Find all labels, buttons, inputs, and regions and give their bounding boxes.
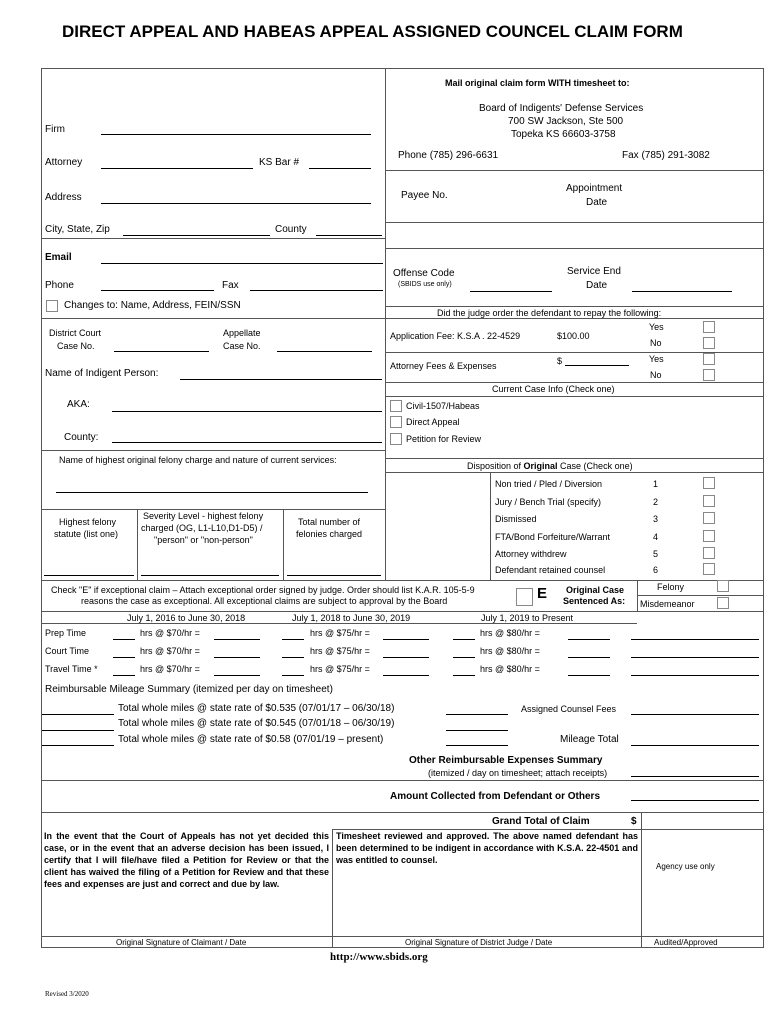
disposition-heading: Disposition of Original Case (Check one) [467,461,633,471]
rate-label: hrs @ $70/hr = [140,646,200,656]
other-expenses-field[interactable] [631,776,759,777]
mileage-amount-field[interactable] [446,714,508,715]
divider [41,780,764,781]
rate-label: hrs @ $75/hr = [310,628,370,638]
petition-checkbox[interactable] [390,433,402,445]
total-felonies-field[interactable] [287,575,381,576]
divider [385,306,764,307]
highest-felony-label-1: Highest felony [59,517,117,527]
total-field[interactable] [631,675,759,676]
changes-checkbox[interactable] [46,300,58,312]
divider [41,623,637,624]
time-row-label: Travel Time * [45,664,98,674]
civil-checkbox[interactable] [390,400,402,412]
divider [41,936,764,937]
time-row-label: Court Time [45,646,90,656]
hours-field[interactable] [453,639,475,640]
app-fee-amount: $100.00 [557,331,590,341]
disposition-num: 1 [653,479,659,489]
amount-field[interactable] [568,639,610,640]
mail-street: 700 SW Jackson, Ste 500 [508,116,624,127]
app-fee-yes-checkbox[interactable] [703,321,715,333]
mileage-row: Total whole miles @ state rate of $0.545 (07/01/18 – 06/30/19) [118,718,395,729]
severity-label-3: "person" or "non-person" [154,535,253,545]
other-expenses-sub: (itemized / day on timesheet; attach receipts) [428,768,608,778]
miles-field[interactable] [42,745,114,746]
mail-org: Board of Indigents' Defense Services [479,103,644,114]
app-fee-label: Application Fee: K.S.A . 22-4529 [390,331,521,341]
divider [385,170,764,171]
amount-field[interactable] [383,657,429,658]
divider [385,472,764,473]
app-fee-no-checkbox[interactable] [703,337,715,349]
exceptional-e: E [537,585,548,602]
hours-field[interactable] [453,675,475,676]
firm-label: Firm [45,124,65,135]
atty-fees-yes-checkbox[interactable] [703,353,715,365]
disposition-label: Dismissed [495,514,537,524]
civil-label: Civil-1507/Habeas [406,401,480,411]
highest-felony-label-2: statute (list one) [54,529,119,539]
amount-field[interactable] [214,639,260,640]
disposition-num: 2 [653,497,659,507]
severity-label-1: Severity Level - highest felony [143,511,264,521]
petition-label: Petition for Review [406,434,482,444]
appellate-label: Appellate [223,328,261,338]
city-label: City, State, Zip [45,224,110,235]
total-field[interactable] [631,639,759,640]
hours-field[interactable] [282,675,304,676]
repay-question: Did the judge order the defendant to repay the following: [437,308,662,318]
divider [490,472,491,580]
service-end-field[interactable] [632,291,732,292]
rate-label: hrs @ $75/hr = [310,664,370,674]
agency-use-label: Agency use only [656,862,715,871]
misdemeanor-checkbox[interactable] [717,597,729,609]
amount-field[interactable] [568,675,610,676]
mileage-row: Total whole miles @ state rate of $0.535 (07/01/17 – 06/30/18) [118,703,395,714]
appointment-label-2: Date [586,197,608,208]
offense-code-field[interactable] [470,291,552,292]
ks-bar-field[interactable] [309,168,371,169]
total-felonies-label-1: Total number of [298,517,361,527]
disposition-num: 6 [653,565,659,575]
mileage-amount-field[interactable] [446,730,508,731]
exceptional-checkbox[interactable] [516,588,533,606]
hours-field[interactable] [282,657,304,658]
county-label: County [275,224,307,235]
hours-field[interactable] [113,639,135,640]
misdemeanor-label: Misdemeanor [640,599,695,609]
atty-fees-label: Attorney Fees & Expenses [390,361,497,371]
disposition-num: 4 [653,532,659,542]
felony-label: Felony [657,582,685,592]
current-case-heading: Current Case Info (Check one) [492,384,615,394]
exceptional-text-1: Check "E" if exceptional claim – Attach exceptional order signed by judge. Order should list K.A.R. 105-5-9 [51,585,475,595]
rate-label: hrs @ $80/hr = [480,628,540,638]
payee-label: Payee No. [401,190,448,201]
firm-field[interactable] [101,134,371,135]
divider [41,238,385,239]
amount-field[interactable] [568,657,610,658]
appointment-label-1: Appointment [566,183,623,194]
certification-claimant: In the event that the Court of Appeals has not yet decided this case, or in the event that an adverse decision has been issued, I certify that I will file/have filed a Petition for Review or that the client has waived the filing of a Petition for Review and that these fees and expenses are just and correct and due by law. [44,831,329,889]
hours-field[interactable] [453,657,475,658]
mileage-row: Total whole miles @ state rate of $0.58 (07/01/19 – present) [118,734,384,745]
district-case-field[interactable] [114,351,209,352]
assigned-fees-label: Assigned Counsel Fees [521,704,617,714]
divider [641,812,642,948]
orig-case-label-2: Sentenced As: [563,596,626,606]
disposition-num: 3 [653,514,659,524]
footer-url[interactable]: http://www.sbids.org [330,951,428,963]
other-expenses-heading: Other Reimbursable Expenses Summary [409,755,603,766]
offense-code-label: Offense Code [393,268,455,279]
no-label: No [650,370,662,380]
period-heading: July 1, 2016 to June 30, 2018 [127,613,246,623]
service-end-label-2: Date [586,280,608,291]
county2-label: County: [64,432,99,443]
time-row-label: Prep Time [45,628,87,638]
highest-felony-field[interactable] [44,575,134,576]
mileage-heading: Reimbursable Mileage Summary (itemized per day on timesheet) [45,684,333,695]
disposition-checkbox[interactable] [703,477,715,489]
district-case-label: Case No. [57,341,95,351]
divider [385,458,764,459]
exceptional-text-2: reasons the case as exceptional. All exceptional claims are subject to approval by the Board [81,596,448,606]
rate-label: hrs @ $80/hr = [480,664,540,674]
yes-label: Yes [649,322,664,332]
period-heading: July 1, 2019 to Present [481,613,574,623]
divider [385,382,764,383]
rate-label: hrs @ $75/hr = [310,646,370,656]
attorney-label: Attorney [45,157,83,168]
divider [41,318,385,319]
felony-charge-label: Name of highest original felony charge and nature of current services: [59,455,337,465]
divider [283,509,284,580]
phone-label: Phone [45,280,74,291]
orig-case-label-1: Original Case [566,585,625,595]
mileage-total-label: Mileage Total [560,734,619,745]
direct-appeal-checkbox[interactable] [390,416,402,428]
divider [137,509,138,580]
amount-field[interactable] [383,639,429,640]
address-field[interactable] [101,203,371,204]
amount-collected-label: Amount Collected from Defendant or Others [390,791,601,802]
hours-field[interactable] [113,675,135,676]
fax-field[interactable] [250,290,383,291]
mail-fax: Fax (785) 291-3082 [622,150,710,161]
felony-charge-field[interactable] [56,492,368,493]
phone-field[interactable] [101,290,214,291]
attorney-field[interactable] [101,168,253,169]
rate-label: hrs @ $80/hr = [480,646,540,656]
mail-phone: Phone (785) 296-6631 [398,150,499,161]
disposition-label: Attorney withdrew [495,549,567,559]
divider [385,248,764,249]
amount-field[interactable] [214,657,260,658]
service-end-label-1: Service End [567,266,621,277]
sig-judge-label: Original Signature of District Judge / Date [405,938,553,947]
appellate-case-label: Case No. [223,341,261,351]
hours-field[interactable] [282,639,304,640]
divider [385,222,764,223]
fax-label: Fax [222,280,239,291]
grand-total-dollar: $ [631,816,637,827]
atty-fees-no-checkbox[interactable] [703,369,715,381]
disposition-num: 5 [653,549,659,559]
divider [41,450,385,451]
indigent-name-field[interactable] [180,379,382,380]
indigent-name-label: Name of Indigent Person: [45,368,159,379]
audited-label: Audited/Approved [654,938,718,947]
total-felonies-label-2: felonies charged [296,529,363,539]
hours-field[interactable] [113,657,135,658]
disposition-checkbox[interactable] [703,530,715,542]
felony-checkbox[interactable] [717,580,729,592]
district-court-label: District Court [49,328,102,338]
aka-label: AKA: [67,399,90,410]
disposition-checkbox[interactable] [703,495,715,507]
aka-field[interactable] [112,411,382,412]
appellate-case-field[interactable] [277,351,372,352]
atty-fees-field[interactable] [565,365,629,366]
disposition-checkbox[interactable] [703,563,715,575]
yes-label: Yes [649,354,664,364]
disposition-checkbox[interactable] [703,547,715,559]
divider [332,829,333,948]
divider [41,611,764,612]
sbids-use-label: (SBIDS use only) [398,281,452,288]
rate-label: hrs @ $70/hr = [140,628,200,638]
ks-bar-label: KS Bar # [259,157,300,168]
disposition-label: Non tried / Pled / Diversion [495,479,603,489]
disposition-label: Jury / Bench Trial (specify) [495,497,602,507]
amount-field[interactable] [383,675,429,676]
rate-label: hrs @ $70/hr = [140,664,200,674]
email-field[interactable] [101,263,383,264]
address-label: Address [45,192,82,203]
city-field[interactable] [123,235,270,236]
divider [41,812,764,813]
miles-field[interactable] [42,730,114,731]
disposition-checkbox[interactable] [703,512,715,524]
grand-total-label: Grand Total of Claim [492,816,590,827]
county2-field[interactable] [112,442,382,443]
miles-field[interactable] [42,714,114,715]
divider [385,318,764,319]
revised-label: Revised 3/2020 [45,990,89,998]
divider [41,509,385,510]
no-label: No [650,338,662,348]
total-field[interactable] [631,657,759,658]
mail-city: Topeka KS 66603-3758 [511,129,616,140]
disposition-label: FTA/Bond Forfeiture/Warrant [495,532,611,542]
severity-field[interactable] [141,575,279,576]
amount-field[interactable] [214,675,260,676]
mileage-amount-field[interactable] [446,745,508,746]
changes-label: Changes to: Name, Address, FEIN/SSN [64,300,241,311]
assigned-fees-field[interactable] [631,714,759,715]
county-field[interactable] [316,235,382,236]
form-title: DIRECT APPEAL AND HABEAS APPEAL ASSIGNED COUNCEL CLAIM FORM [62,22,683,41]
severity-label-2: charged (OG, L1-L10,D1-D5) / [141,523,263,533]
divider [385,68,386,580]
atty-dollar: $ [557,356,563,366]
disposition-label: Defendant retained counsel [495,565,606,575]
sig-claimant-label: Original Signature of Claimant / Date [116,938,247,947]
divider [637,595,764,596]
mail-heading: Mail original claim form WITH timesheet to: [445,78,630,88]
direct-appeal-label: Direct Appeal [406,417,460,427]
mileage-total-field[interactable] [631,745,759,746]
certification-judge: Timesheet reviewed and approved. The above named defendant has been determined to be indigent in accordance with K.S.A. 22-4501 and was entitled to counsel. [336,831,638,865]
divider [385,396,764,397]
amount-collected-field[interactable] [631,800,759,801]
email-label: Email [45,252,72,263]
period-heading: July 1, 2018 to June 30, 2019 [292,613,411,623]
